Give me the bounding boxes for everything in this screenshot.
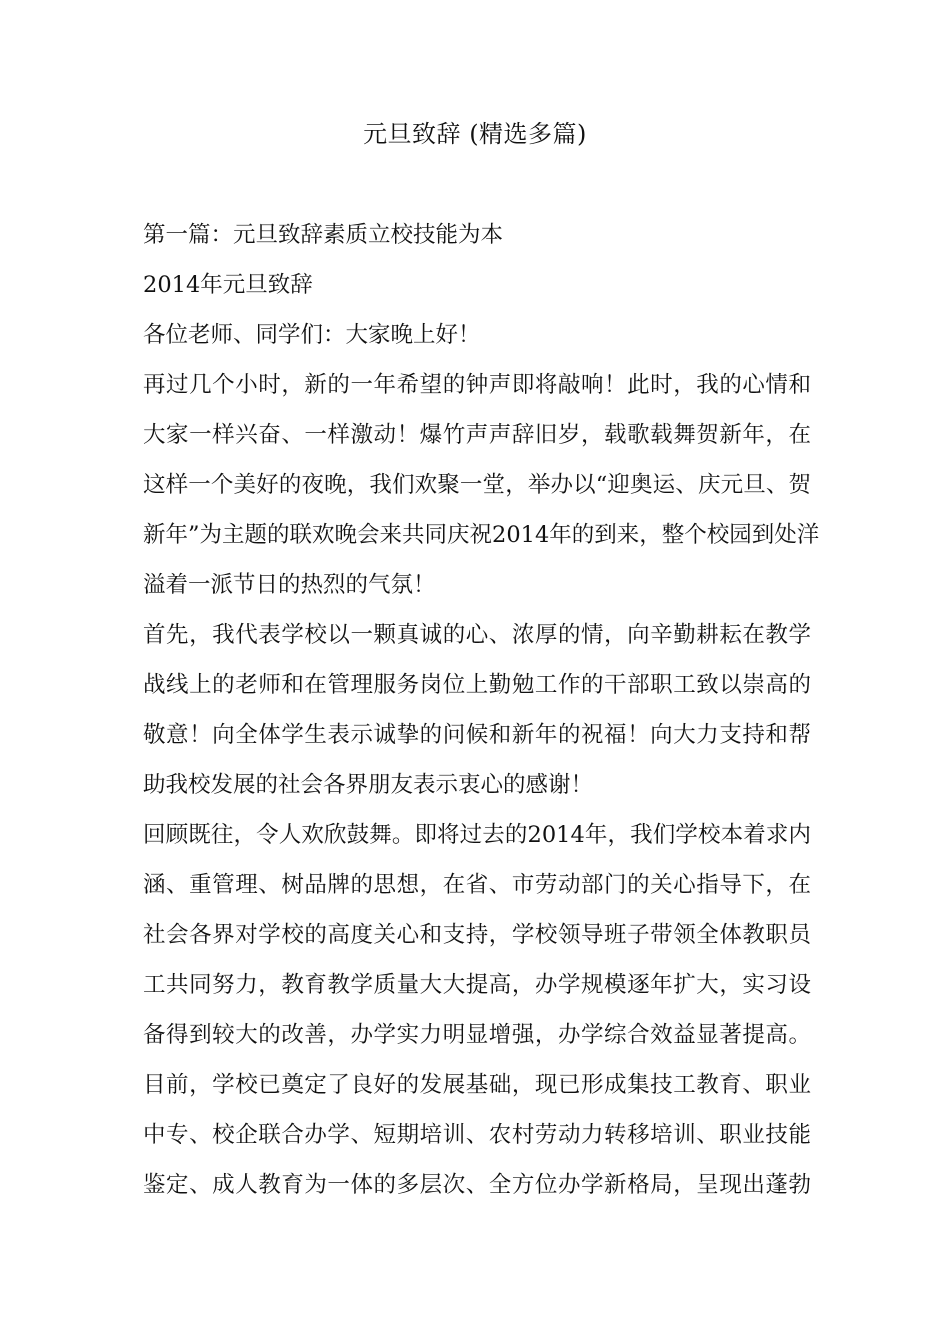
text-line: 新年”为主题的联欢晚会来共同庆祝2014年的到来，整个校园到处洋	[143, 522, 820, 548]
text-line: 助我校发展的社会各界朋友表示衷心的感谢！	[143, 772, 594, 798]
document-body	[143, 210, 820, 1210]
text-line: 回顾既往，令人欢欣鼓舞。即将过去的2014年，我们学校本着求内	[143, 822, 811, 848]
text-line: 首先，我代表学校以一颗真诚的心、浓厚的情，向辛勤耕耘在教学	[143, 622, 811, 648]
greeting-line: 各位老师、同学们：大家晚上好！	[143, 322, 481, 348]
text-line: 敬意！向全体学生表示诚挚的问候和新年的祝福！向大力支持和帮	[143, 722, 811, 748]
text-line: 目前，学校已奠定了良好的发展基础，现已形成集技工教育、职业	[143, 1072, 811, 1098]
text-line: 涵、重管理、树品牌的思想，在省、市劳动部门的关心指导下，在	[143, 872, 811, 898]
text-line: 这样一个美好的夜晚，我们欢聚一堂，举办以“迎奥运、庆元旦、贺	[143, 472, 811, 498]
speech-heading: 2014年元旦致辞	[143, 272, 313, 298]
text-line: 再过几个小时，新的一年希望的钟声即将敲响！此时，我的心情和	[143, 372, 811, 398]
section-heading: 第一篇：元旦致辞素质立校技能为本	[143, 222, 504, 248]
text-line: 工共同努力，教育教学质量大大提高，办学规模逐年扩大，实习设	[143, 972, 811, 998]
text-line: 溢着一派节日的热烈的气氛！	[143, 572, 436, 598]
text-line: 备得到较大的改善，办学实力明显增强，办学综合效益显著提高。	[143, 1022, 811, 1048]
text-line: 中专、校企联合办学、短期培训、农村劳动力转移培训、职业技能	[143, 1122, 811, 1148]
text-line: 鉴定、成人教育为一体的多层次、全方位办学新格局，呈现出蓬勃	[143, 1172, 811, 1198]
text-line: 战线上的老师和在管理服务岗位上勤勉工作的干部职工致以崇高的	[143, 672, 811, 698]
text-line: 社会各界对学校的高度关心和支持，学校领导班子带领全体教职员	[143, 922, 811, 948]
document-title: 元旦致辞 (精选多篇)	[363, 120, 587, 148]
text-line: 大家一样兴奋、一样激动！爆竹声声辞旧岁，载歌载舞贺新年，在	[143, 422, 811, 448]
